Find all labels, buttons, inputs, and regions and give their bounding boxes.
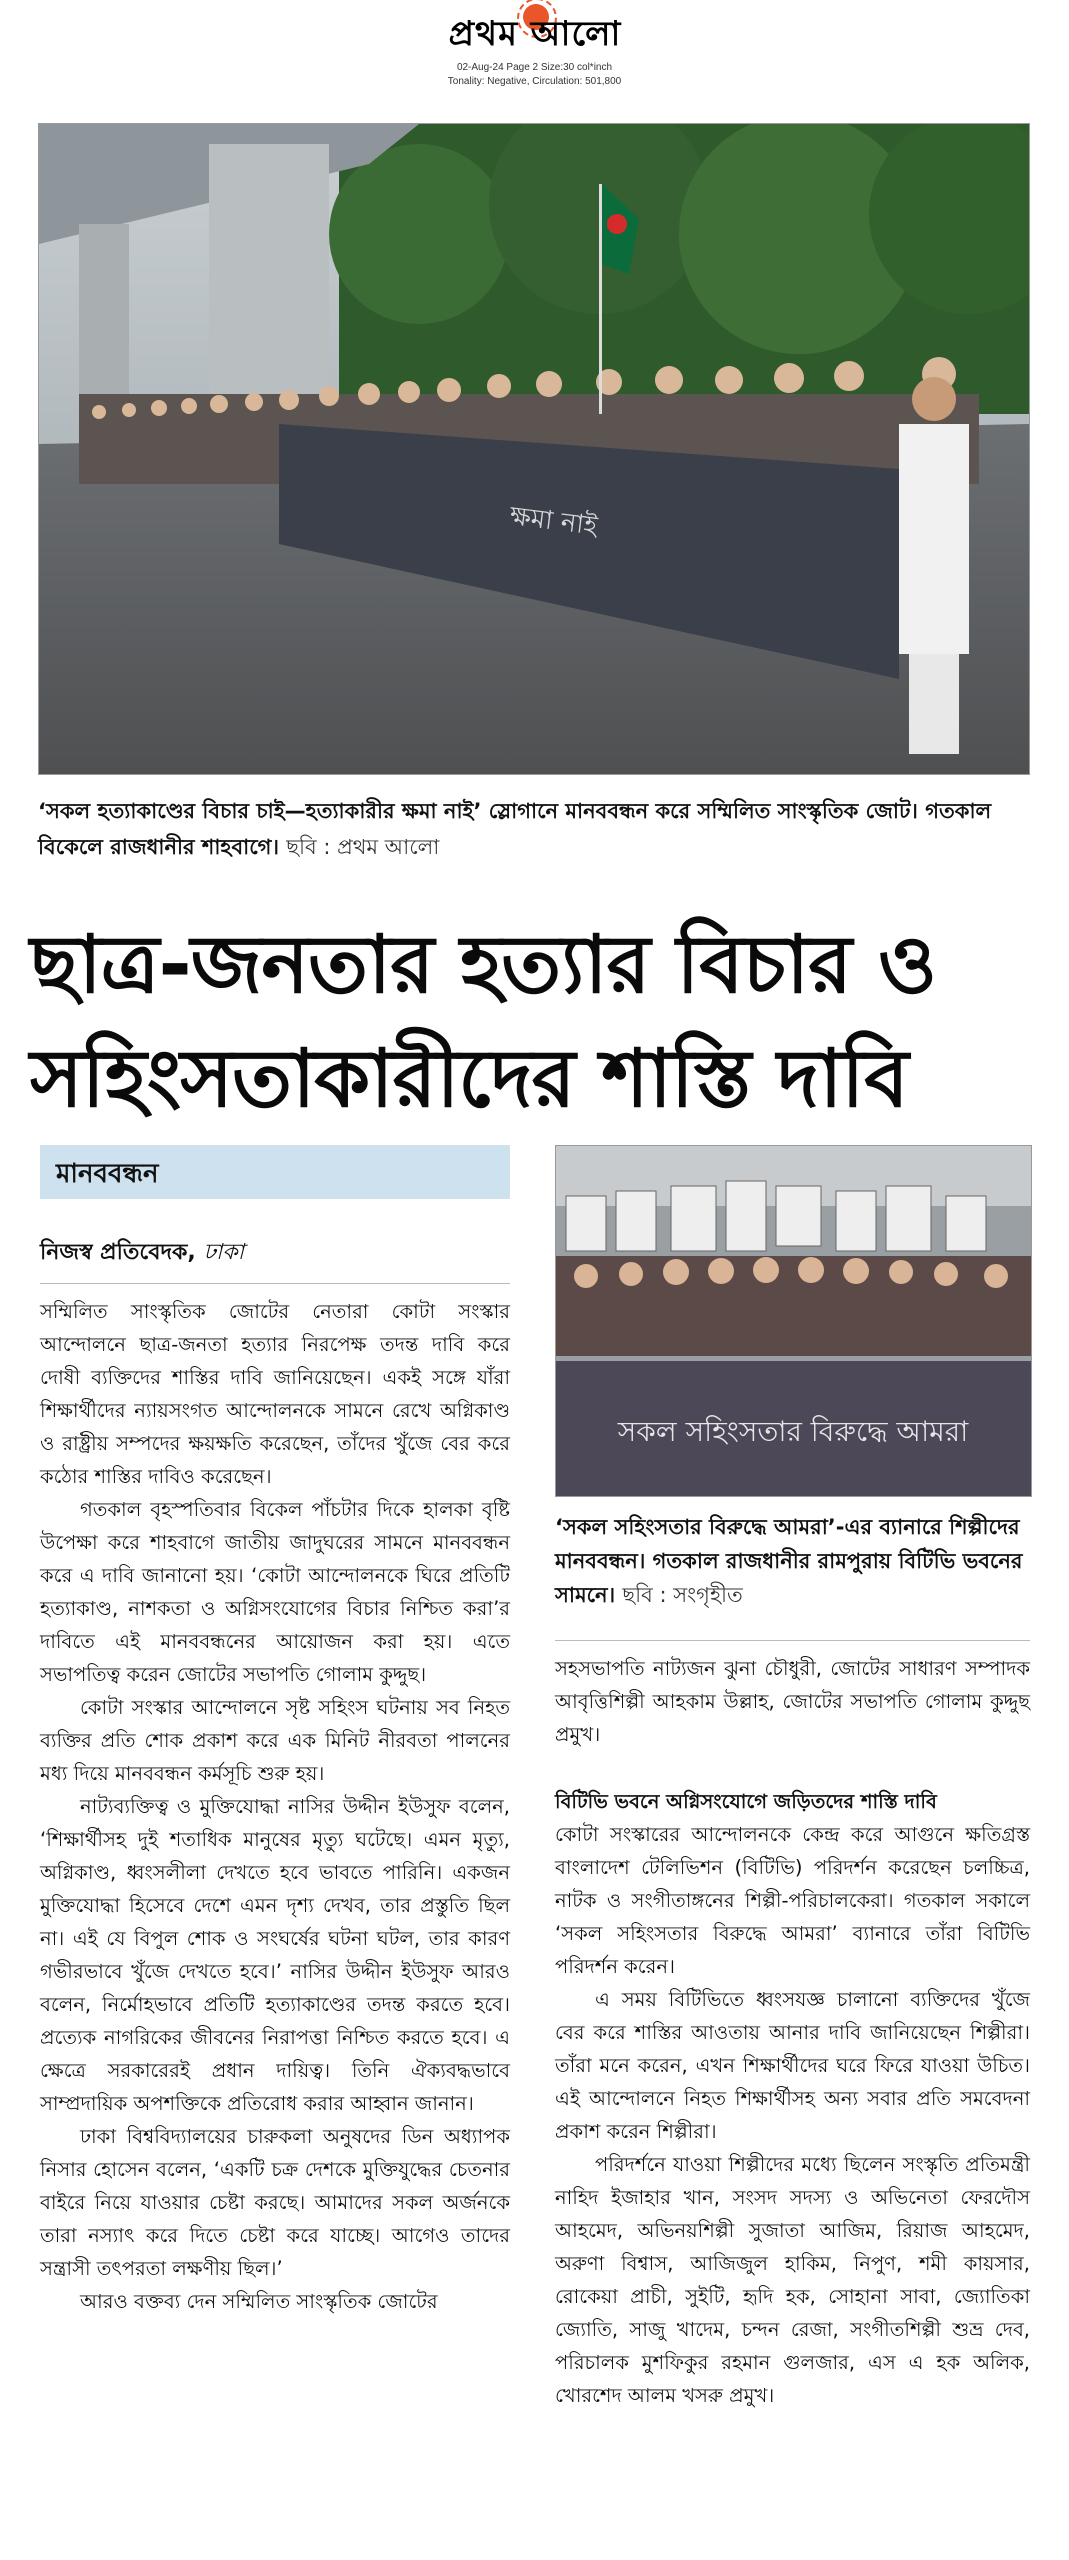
paragraph: পরিদর্শনে যাওয়া শিল্পীদের মধ্যে ছিলেন সংস্কৃতি প্রতিমন্ত্রী নাহিদ ইজাহার খান, সংসদ সদস্য ও অভিনেতা ফেরদৌস আহমেদ, অভিনয়শিল্পী সুজাতা আজিম, রিয়াজ আহমেদ, অরুণা বিশ্বাস, আজিজুল হাকিম, নিপুণ, শমী কায়সার, রোকেয়া প্রাচী, সুইটি, হৃদি হক, সোহানা সাবা, জ্যোতিকা জ্যোতি, সাজু খাদেম, চন্দন রেজা, সংগীতশিল্পী শুভ্র দেব, পরিচালক মুশফিকুর রহমান গুলজার, এস এ হক অলিক, খোরশেদ আলম খসরু প্রমুখ। bbox=[555, 2153, 1030, 2407]
top-photo-banner-text: ক্ষমা নাই bbox=[508, 501, 600, 542]
clip-meta-line1: 02-Aug-24 Page 2 Size:30 col*inch bbox=[456, 62, 613, 73]
byline-place: ঢাকা bbox=[203, 1240, 245, 1265]
section-tag-label: মানববন্ধন bbox=[56, 1159, 159, 1189]
right-photo-credit: ছবি : সংগৃহীত bbox=[622, 1583, 743, 1607]
section-tag bbox=[40, 1145, 510, 1199]
subheading: বিটিভি ভবনে অগ্নিসংযোগে জড়িতদের শাস্তি দাবি bbox=[555, 1790, 937, 1813]
left-column bbox=[40, 1295, 510, 2318]
byline bbox=[40, 1235, 244, 1272]
masthead bbox=[0, 0, 1069, 110]
right-photo-caption-text: ‘সকল সহিংসতার বিরুদ্ধে আমরা’-এর ব্যানারে শিল্পীদের মানববন্ধন। গতকাল রাজধানীর রামপুরায় বিটিভি ভবনের সামনে। bbox=[555, 1515, 1023, 1607]
paragraph: ঢাকা বিশ্ববিদ্যালয়ের চারুকলা অনুষদের ডিন অধ্যাপক নিসার হোসেন বলেন, ‘একটি চক্র দেশকে মুক্তিযুদ্ধের চেতনার বাইরে নিয়ে যাওয়ার চেষ্টা করছে। আমাদের সকল অর্জনকে তারা নস্যাৎ করে দিতে চেষ্টা করে যাচ্ছে। আগেও তাদের সন্ত্রাসী তৎপরতা লক্ষণীয় ছিল।’ bbox=[40, 2125, 510, 2280]
byline-divider bbox=[40, 1283, 510, 1284]
paragraph: কোটা সংস্কারের আন্দোলনকে কেন্দ্র করে আগুনে ক্ষতিগ্রস্ত বাংলাদেশ টেলিভিশন (বিটিভি) পরিদর্শন করেছেন চলচ্চিত্র, নাটক ও সংগীতাঙ্গনের শিল্পী-পরিচালকেরা। গতকাল সকালে ‘সকল সহিংসতার বিরুদ্ধে আমরা’ ব্যানারে তাঁরা বিটিভি পরিদর্শন করেন। bbox=[555, 1823, 1030, 1978]
headline-line-1: ছাত্র-জনতার হত্যার বিচার ও bbox=[30, 918, 936, 1011]
top-photo-illustration bbox=[39, 124, 1029, 774]
top-photo bbox=[38, 123, 1030, 775]
headline-line-2: সহিংসতাকারীদের শাস্তি দাবি bbox=[30, 1032, 908, 1125]
top-photo-caption-text: ‘সকল হত্যাকাণ্ডের বিচার চাই—হত্যাকারীর ক্ষমা নাই’ স্লোগানে মানববন্ধন করে সম্মিলিত সাংস্কৃতিক জোট। গতকাল বিকেলে রাজধানীর শাহবাগে। bbox=[38, 799, 992, 859]
paragraph: এ সময় বিটিভিতে ধ্বংসযজ্ঞ চালানো ব্যক্তিদের খুঁজে বের করে শাস্তির আওতায় আনার দাবি জানিয়েছেন শিল্পীরা। তাঁরা মনে করেন, এখন শিক্ষার্থীদের ঘরে ফিরে যাওয়া উচিত। এই আন্দোলনে নিহত শিক্ষার্থীসহ অন্য সবার প্রতি সমবেদনা প্রকাশ করেন শিল্পীরা। bbox=[555, 1988, 1030, 2143]
newspaper-logo: প্রথম আলো bbox=[425, 10, 645, 58]
paragraph: আরও বক্তব্য দেন সম্মিলিত সাংস্কৃতিক জোটের bbox=[80, 2290, 438, 2313]
paragraph: নাট্যব্যক্তিত্ব ও মুক্তিযোদ্ধা নাসির উদ্দীন ইউসুফ বলেন, ‘শিক্ষার্থীসহ দুই শতাধিক মানুষের মৃত্যু ঘটেছে। এমন মৃত্যু, অগ্নিকাণ্ড, ধ্বংসলীলা দেখতে হবে ভাবতে পারিনি। একজন মুক্তিযোদ্ধা হিসেবে দেশে এমন দৃশ্য দেখব, তার প্রস্তুতি ছিল না। এই যে বিপুল শোক ও সংঘর্ষের ঘটনা ঘটল, তার কারণ গভীরভাবে খুঁজে দেখতে হবে।’ নাসির উদ্দীন ইউসুফ আরও বলেন, নির্মোহভাবে প্রতিটি হত্যাকাণ্ডের তদন্ত করতে হবে। প্রত্যেক নাগরিকের জীবনের নিরাপত্তা নিশ্চিত করতে হবে। এ ক্ষেত্রে সরকারেরই প্রধান দায়িত্ব। তিনি ঐক্যবদ্ধভাবে সাম্প্রদায়িক অপশক্তিকে প্রতিরোধ করার আহ্বান জানান। bbox=[40, 1795, 510, 2115]
paragraph: সম্মিলিত সাংস্কৃতিক জোটের নেতারা কোটা সংস্কার আন্দোলনে ছাত্র-জনতা হত্যার নিরপেক্ষ তদন্ত দাবি করে দোষী ব্যক্তিদের শাস্তির দাবি জানিয়েছেন। একই সঙ্গে যাঁরা শিক্ষার্থীদের ন্যায়সংগত আন্দোলনকে সামনে রেখে অগ্নিকাণ্ড ও রাষ্ট্রীয় সম্পদের ক্ষয়ক্ষতি করেছেন, তাঁদের খুঁজে বের করে কঠোর শাস্তির দাবিও করেছেন। bbox=[40, 1300, 510, 1488]
headline bbox=[30, 908, 1040, 1136]
paragraph: সহসভাপতি নাট্যজন ঝুনা চৌধুরী, জোটের সাধারণ সম্পাদক আবৃত্তিশিল্পী আহকাম উল্লাহ, জোটের সভাপতি গোলাম কুদ্দুছ প্রমুখ। bbox=[555, 1657, 1030, 1746]
paragraph: গতকাল বৃহস্পতিবার বিকেল পাঁচটার দিকে হালকা বৃষ্টি উপেক্ষা করে শাহবাগে জাতীয় জাদুঘরের সামনে মানববন্ধন করে এ দাবি জানানো হয়। ‘কোটা আন্দোলনকে ঘিরে প্রতিটি হত্যাকাণ্ড, নাশকতা ও অগ্নিসংযোগের বিচার নিশ্চিত করা’র দাবিতে এই মানববন্ধনের আয়োজন করা হয়। এতে সভাপতিত্ব করেন জোটের সভাপতি গোলাম কুদ্দুছ। bbox=[40, 1498, 510, 1686]
clip-meta-line2: Tonality: Negative, Circulation: 501,800 bbox=[447, 76, 622, 87]
right-photo-caption bbox=[555, 1510, 1030, 1612]
top-photo-caption bbox=[38, 793, 1028, 865]
right-photo-illustration bbox=[556, 1146, 1031, 1496]
right-photo-banner-text: সকল সহিংসতার বিরুদ্ধে আমরা bbox=[617, 1415, 969, 1448]
right-caption-divider bbox=[555, 1640, 1030, 1641]
top-photo-credit: ছবি : প্রথম আলো bbox=[286, 835, 440, 859]
right-photo bbox=[555, 1145, 1032, 1497]
right-column bbox=[555, 1652, 1030, 2412]
byline-reporter: নিজস্ব প্রতিবেদক, bbox=[40, 1240, 196, 1265]
paragraph: কোটা সংস্কার আন্দোলনে সৃষ্ট সহিংস ঘটনায় সব নিহত ব্যক্তির প্রতি শোক প্রকাশ করে এক মিনিট নীরবতা পালনের মধ্য দিয়ে মানববন্ধন কর্মসূচি শুরু হয়। bbox=[40, 1696, 510, 1785]
